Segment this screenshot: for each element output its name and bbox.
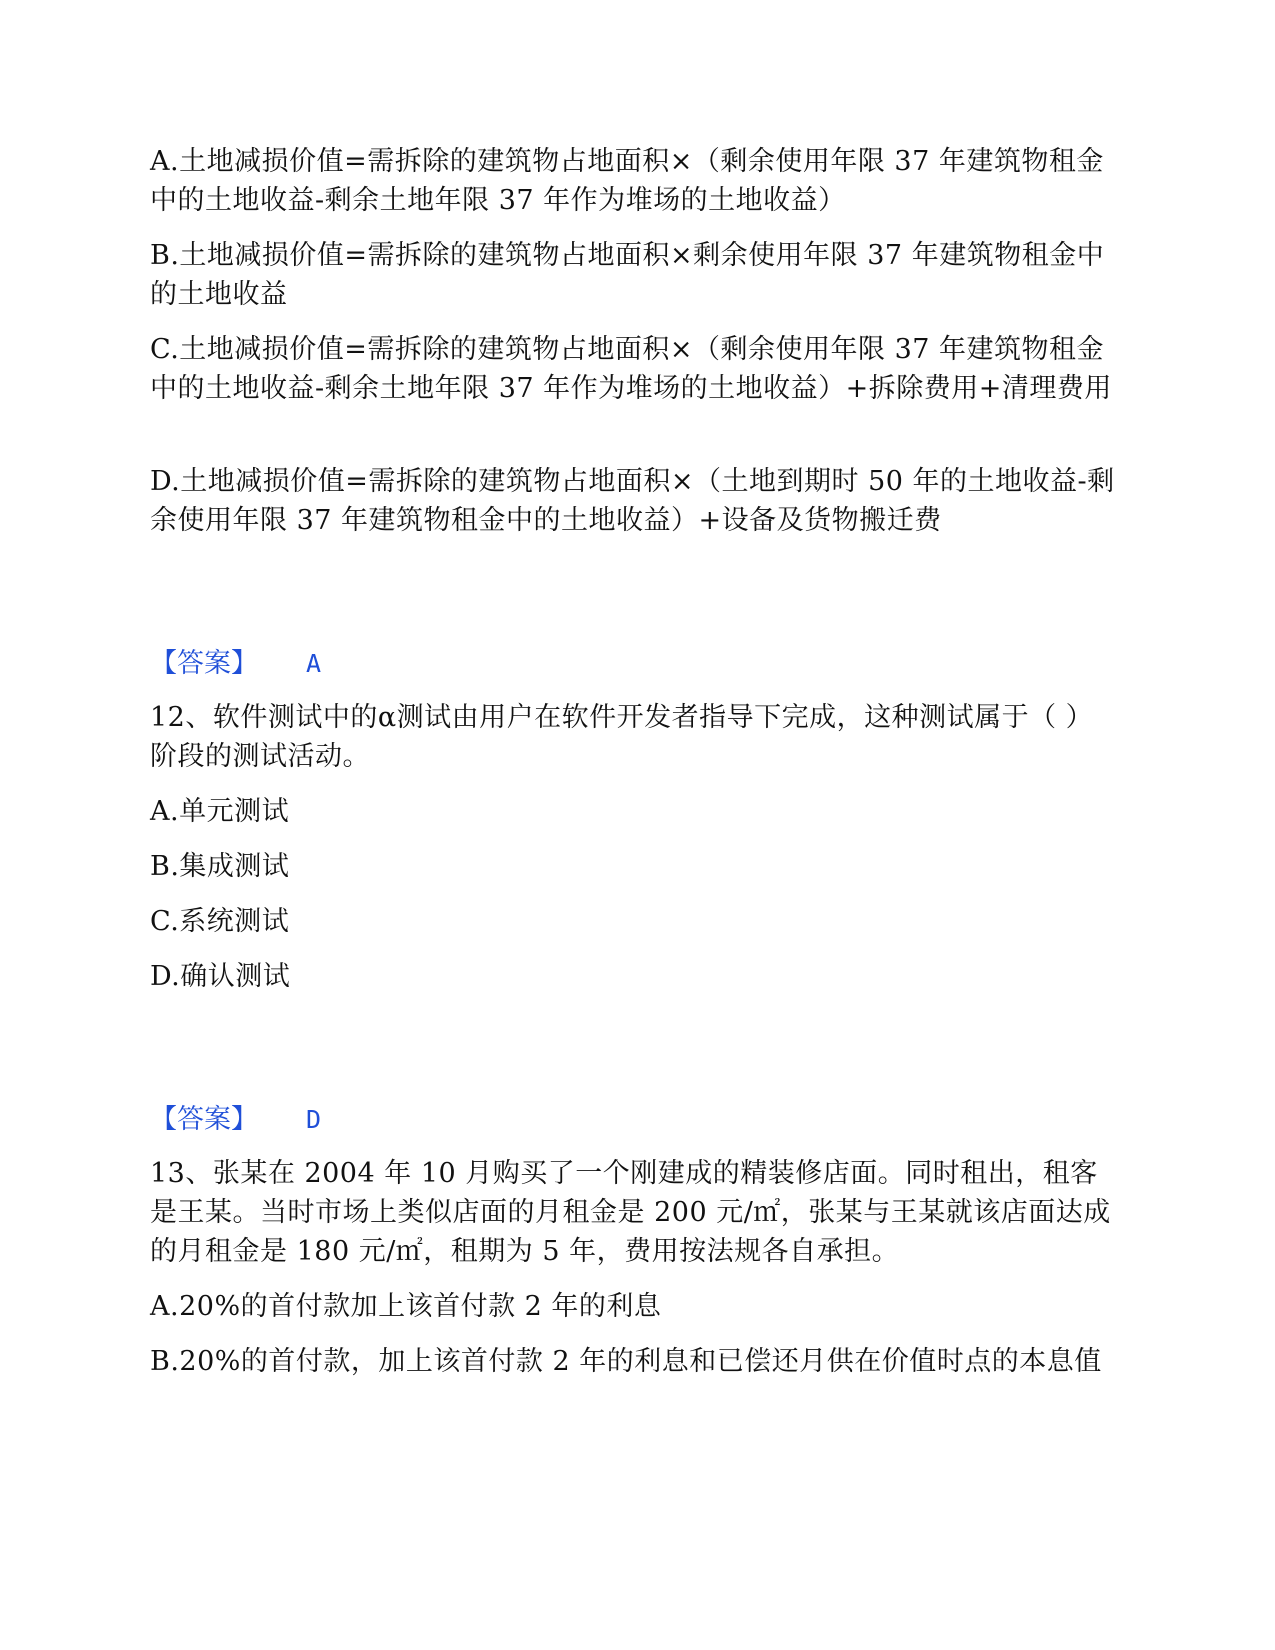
q11-option-b: B.土地减损价值=需拆除的建筑物占地面积×剩余使用年限 37 年建筑物租金中的土地收益 bbox=[150, 240, 1105, 310]
q12-option-d: D.确认测试 bbox=[150, 961, 291, 992]
q11-option-d: D.土地减损价值=需拆除的建筑物占地面积×（土地到期时 50 年的土地收益-剩余使用年限 37 年建筑物租金中的土地收益）+设备及货物搬迁费 bbox=[150, 466, 1115, 536]
answer-11 bbox=[150, 644, 321, 683]
q13-question: 13、张某在 2004 年 10 月购买了一个刚建成的精装修店面。同时租出，租客是王某。当时市场上类似店面的月租金是 200 元/㎡，张某与王某就该店面达成的月租金是 180 元/㎡，租期为 5 年，费用按法规各自承担。 bbox=[150, 1158, 1111, 1267]
answer-value: D bbox=[306, 1105, 322, 1134]
q11-option-c: C.土地减损价值=需拆除的建筑物占地面积×（剩余使用年限 37 年建筑物租金中的土地收益-剩余土地年限 37 年作为堆场的土地收益）+拆除费用+清理费用 bbox=[150, 334, 1112, 404]
q11-option-a: A.土地减损价值=需拆除的建筑物占地面积×（剩余使用年限 37 年建筑物租金中的土地收益-剩余土地年限 37 年作为堆场的土地收益） bbox=[150, 146, 1104, 216]
q12-option-c: C.系统测试 bbox=[150, 906, 290, 937]
answer-value: A bbox=[306, 649, 322, 678]
answer-12 bbox=[150, 1100, 321, 1139]
q12-option-a: A.单元测试 bbox=[150, 796, 290, 827]
answer-label: 【答案】 bbox=[150, 1104, 258, 1135]
q13-option-b: B.20%的首付款，加上该首付款 2 年的利息和已偿还月供在价值时点的本息值 bbox=[150, 1346, 1102, 1377]
q13-option-a: A.20%的首付款加上该首付款 2 年的利息 bbox=[150, 1291, 662, 1322]
answer-label: 【答案】 bbox=[150, 648, 258, 679]
q12-option-b: B.集成测试 bbox=[150, 851, 290, 882]
q12-question: 12、软件测试中的α测试由用户在软件开发者指导下完成，这种测试属于（ ）阶段的测试活动。 bbox=[150, 702, 1094, 772]
